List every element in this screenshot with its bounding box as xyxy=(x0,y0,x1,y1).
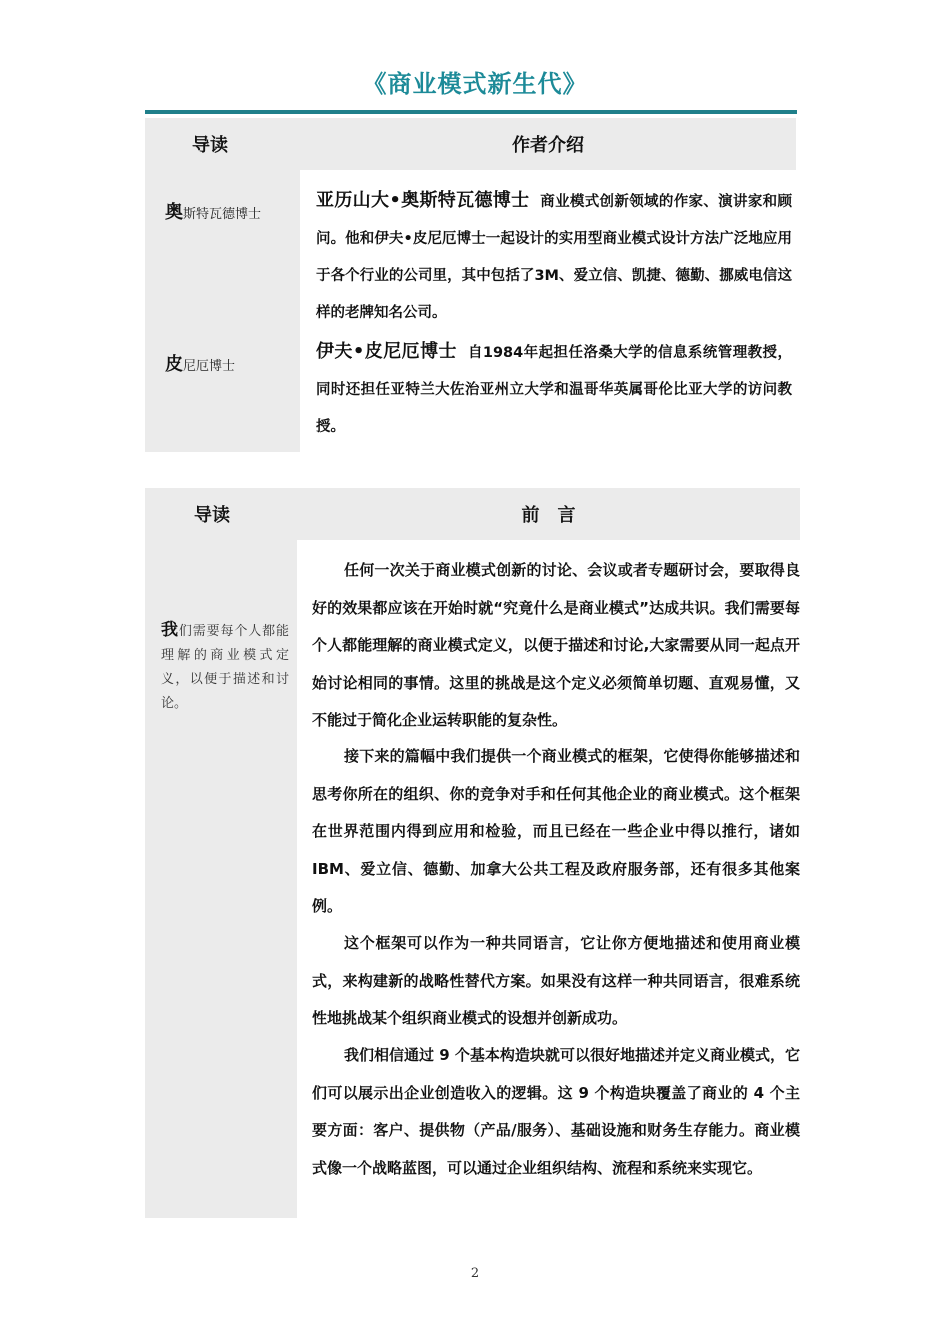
side-note-text: 们需要每个人都能理解的商业模式定义，以便于描述和讨论。 xyxy=(161,624,289,711)
author-name-rest-2: 尼厄博士 xyxy=(183,359,236,374)
title-rule xyxy=(145,110,797,114)
author-right-header: 作者介绍 xyxy=(300,118,796,170)
side-note-initial: 我 xyxy=(161,620,179,640)
author-bio-text-2: 自1984年起担任洛桑大学的信息系统管理教授，同时还担任亚特兰大佐治亚州立大学和温哥华英属哥伦比亚大学的访问教授。 xyxy=(316,345,792,435)
author-bio-2 xyxy=(316,333,792,446)
author-short-name-2 xyxy=(165,350,235,376)
author-full-name-1: 亚历山大•奥斯特瓦德博士 xyxy=(316,190,530,211)
document-title: 《商业模式新生代》 xyxy=(362,70,588,98)
preface-paragraph-2: 接下来的篇幅中我们提供一个商业模式的框架，它使得你能够描述和思考你所在的组织、你的竞争对手和任何其他企业的商业模式。这个框架在世界范围内得到应用和检验，而且已经在一些企业中得以推行，诸如 IBM、爱立信、德勤、加拿大公共工程及政府服务部，还有很多其他案例。 xyxy=(312,747,800,915)
author-bio-1 xyxy=(316,182,792,332)
preface-side-note xyxy=(161,618,289,716)
page-number: 2 xyxy=(470,1266,480,1281)
author-initial-1: 奥 xyxy=(165,202,183,223)
preface-paragraph-4: 我们相信通过 9 个基本构造块就可以很好地描述并定义商业模式，它们可以展示出企业创造收入的逻辑。这 9 个构造块覆盖了商业的 4 个主要方面：客户、提供物（产品/服务）、基础设施和财务生存能力。商业模式像一个战略蓝图，可以通过企业组织结构、流程和系统来实现它。 xyxy=(312,1046,800,1177)
preface-right-header: 前 言 xyxy=(297,488,800,540)
preface-paragraph-3: 这个框架可以作为一种共同语言，它让你方便地描述和使用商业模式，来构建新的战略性替代方案。如果没有这样一种共同语言，很难系统性地挑战某个组织商业模式的设想并创新成功。 xyxy=(312,934,800,1027)
preface-left-header: 导读 xyxy=(145,488,279,540)
author-short-name-1 xyxy=(165,198,261,224)
author-full-name-2: 伊夫•皮尼厄博士 xyxy=(316,341,457,362)
author-bio-text-1: 商业模式创新领域的作家、演讲家和顾问。他和伊夫•皮尼厄博士一起设计的实用型商业模式设计方法广泛地应用于各个行业的公司里，其中包括了3M、爱立信、凯捷、德勤、挪威电信这样的老牌知名公司。 xyxy=(316,194,792,321)
author-left-header: 导读 xyxy=(145,118,275,170)
author-name-rest-1: 斯特瓦德博士 xyxy=(183,207,262,222)
author-initial-2: 皮 xyxy=(165,354,183,375)
preface-paragraph-1: 任何一次关于商业模式创新的讨论、会议或者专题研讨会，要取得良好的效果都应该在开始时就“究竟什么是商业模式”达成共识。我们需要每个人都能理解的商业模式定义，以便于描述和讨论,大家需要从同一起点开始讨论相同的事情。这里的挑战是这个定义必须简单切题、直观易懂，又不能过于简化企业运转职能的复杂性。 xyxy=(312,561,800,729)
preface-sidebar xyxy=(145,488,297,1218)
